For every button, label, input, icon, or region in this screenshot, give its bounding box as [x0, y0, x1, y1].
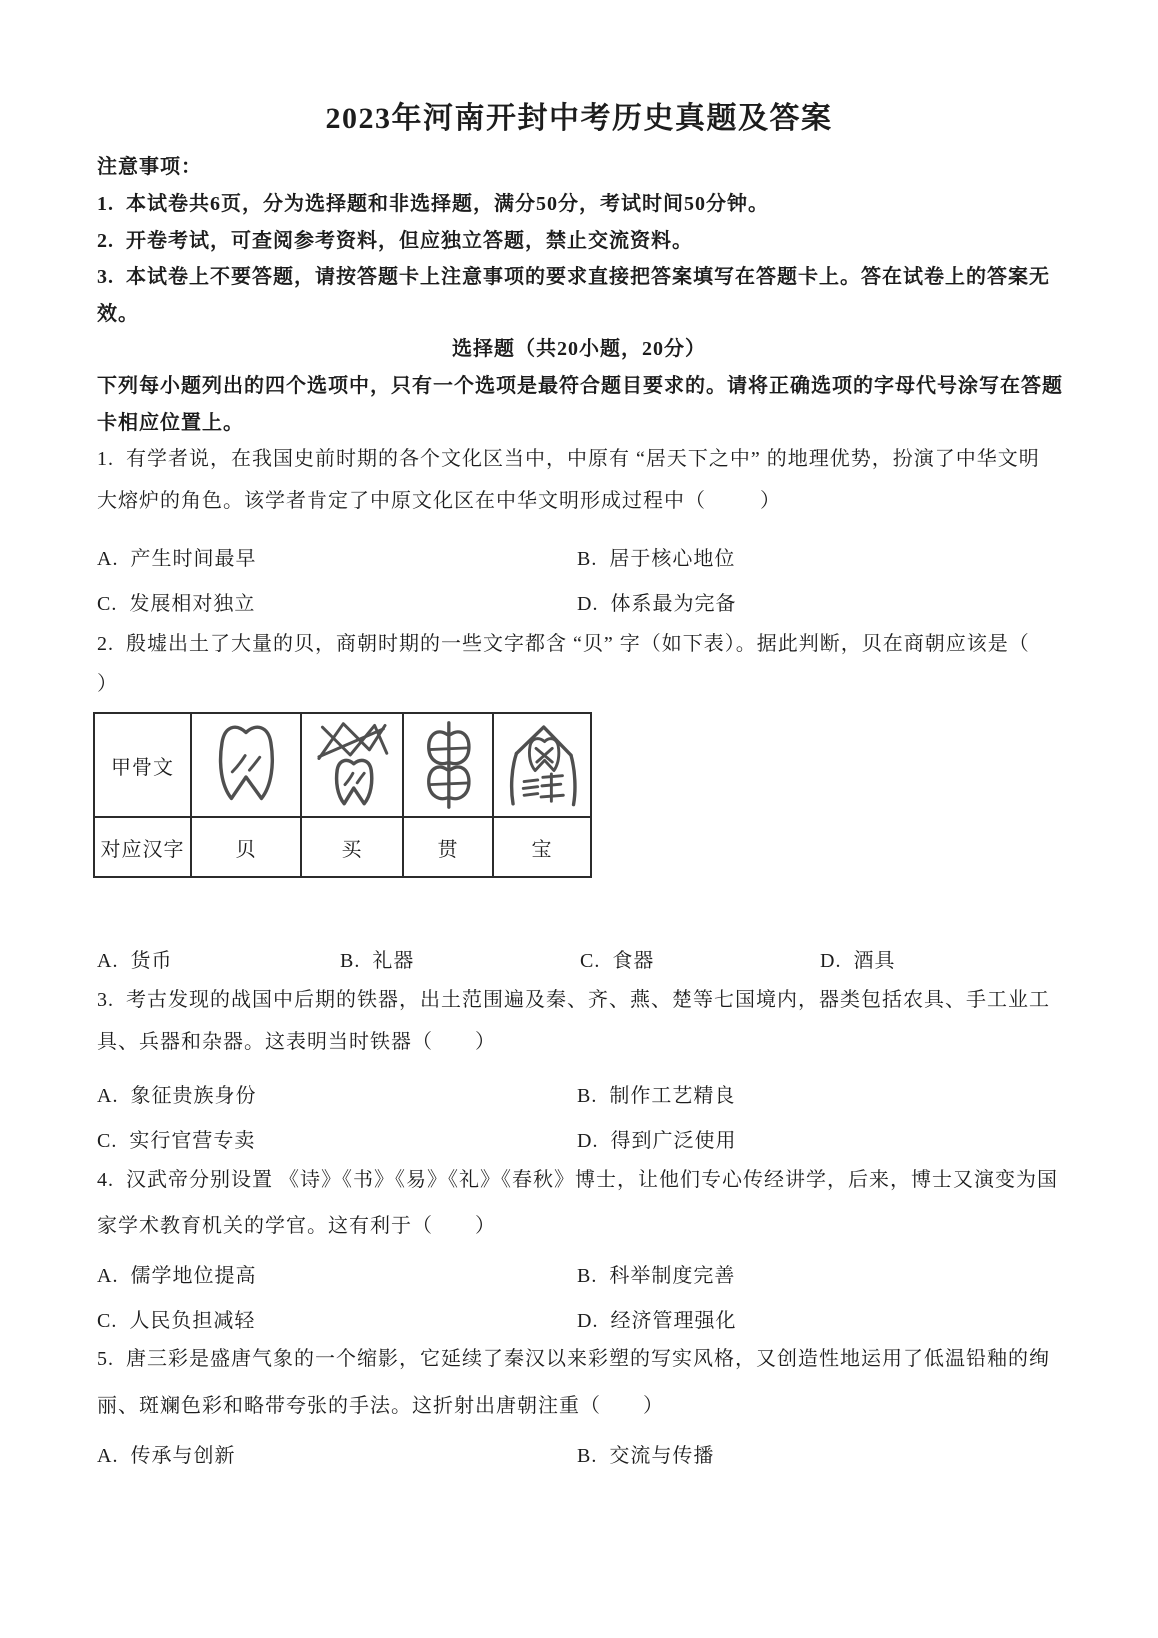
notice-item-3-line-2: 效。 [97, 303, 139, 325]
question-5-option-b: B. 交流与传播 [577, 1445, 715, 1467]
question-4-option-a: A. 儒学地位提高 [97, 1265, 257, 1287]
question-3-options-row-1 [0, 1079, 1158, 1105]
section-heading: 选择题（共20小题，20分） [452, 338, 706, 360]
notice-item-3-line-1: 3. 本试卷上不要答题，请按答题卡上注意事项的要求直接把答案填写在答题卡上。答在试卷上的答案无 [97, 266, 1050, 288]
table-glyph-cell-bei [192, 714, 302, 818]
question-3-line-1: 3. 考古发现的战国中后期的铁器，出土范围遍及秦、齐、燕、楚等七国境内，器类包括农具、手工业工 [97, 989, 1050, 1011]
question-2-option-d: D. 酒具 [820, 950, 896, 972]
table-char-mai: 买 [302, 818, 404, 878]
question-3-option-a: A. 象征贵族身份 [97, 1085, 257, 1107]
table-row1-header: 甲骨文 [95, 714, 192, 818]
question-1-line-1: 1. 有学者说，在我国史前时期的各个文化区当中，中原有 “居天下之中” 的地理优势，扮演了中华文明 [97, 448, 1040, 470]
question-4-line-2: 家学术教育机关的学官。这有利于（ ） [97, 1215, 496, 1237]
table-glyph-cell-guan [404, 714, 494, 818]
section-instruction-line-2: 卡相应位置上。 [97, 412, 244, 434]
question-1-option-c: C. 发展相对独立 [97, 593, 256, 615]
question-2-line-2: ） [97, 673, 118, 695]
table-char-guan: 贯 [404, 818, 494, 878]
notice-heading: 注意事项： [97, 156, 202, 178]
question-3-option-d: D. 得到广泛使用 [577, 1130, 737, 1152]
section-instruction-line-1: 下列每小题列出的四个选项中，只有一个选项是最符合题目要求的。请将正确选项的字母代号涂写在答题 [97, 375, 1063, 397]
table-row2-header: 对应汉字 [95, 818, 192, 878]
notice-item-2: 2. 开卷考试，可查阅参考资料，但应独立答题，禁止交流资料。 [97, 230, 693, 252]
question-4-option-d: D. 经济管理强化 [577, 1310, 737, 1332]
question-5-line-1: 5. 唐三彩是盛唐气象的一个缩影，它延续了秦汉以来彩塑的写实风格，又创造性地运用了低温铅釉的绚 [97, 1348, 1050, 1370]
question-2-line-1: 2. 殷墟出土了大量的贝，商朝时期的一些文字都含 “贝” 字（如下表）。据此判断，贝在商朝应该是（ [97, 633, 1030, 655]
question-1-option-a: A. 产生时间最早 [97, 548, 257, 570]
table-glyph-cell-mai [302, 714, 404, 818]
table-char-bao: 宝 [494, 818, 592, 878]
question-5-line-2: 丽、斑斓色彩和略带夸张的手法。这折射出唐朝注重（ ） [97, 1395, 664, 1417]
question-4-option-b: B. 科举制度完善 [577, 1265, 736, 1287]
table-glyph-cell-bao [494, 714, 592, 818]
question-1-options-row-1 [0, 542, 1158, 568]
oracle-bei-glyph-icon [198, 717, 294, 813]
page-title: 2023年河南开封中考历史真题及答案 [325, 102, 833, 135]
oracle-guan-glyph-icon [406, 717, 490, 813]
question-2-options-row [0, 944, 1158, 970]
oracle-bao-glyph-icon [497, 716, 587, 814]
question-3-option-b: B. 制作工艺精良 [577, 1085, 736, 1107]
question-3-line-2: 具、兵器和杂器。这表明当时铁器（ ） [97, 1031, 496, 1053]
question-4-option-c: C. 人民负担减轻 [97, 1310, 256, 1332]
question-1-line-2: 大熔炉的角色。该学者肯定了中原文化区在中华文明形成过程中（ ） [97, 490, 781, 512]
question-2-option-b: B. 礼器 [340, 950, 415, 972]
question-4-line-1: 4. 汉武帝分别设置 《诗》《书》《易》《礼》《春秋》博士，让他们专心传经讲学，后来，博士又演变为国 [97, 1169, 1058, 1191]
notice-item-1: 1. 本试卷共6页，分为选择题和非选择题，满分50分，考试时间50分钟。 [97, 193, 769, 215]
question-3-option-c: C. 实行官营专卖 [97, 1130, 256, 1152]
question-2-option-c: C. 食器 [580, 950, 655, 972]
question-3-options-row-2 [0, 1124, 1158, 1150]
question-5-options-row [0, 1439, 1158, 1465]
question-2-option-a: A. 货币 [97, 950, 173, 972]
question-1-option-b: B. 居于核心地位 [577, 548, 736, 570]
question-1-option-d: D. 体系最为完备 [577, 593, 737, 615]
oracle-mai-glyph-icon [306, 715, 398, 815]
question-5-option-a: A. 传承与创新 [97, 1445, 236, 1467]
table-char-bei: 贝 [192, 818, 302, 878]
question-1-options-row-2 [0, 587, 1158, 613]
oracle-bone-table [93, 712, 592, 878]
question-4-options-row-1 [0, 1259, 1158, 1285]
question-4-options-row-2 [0, 1304, 1158, 1330]
